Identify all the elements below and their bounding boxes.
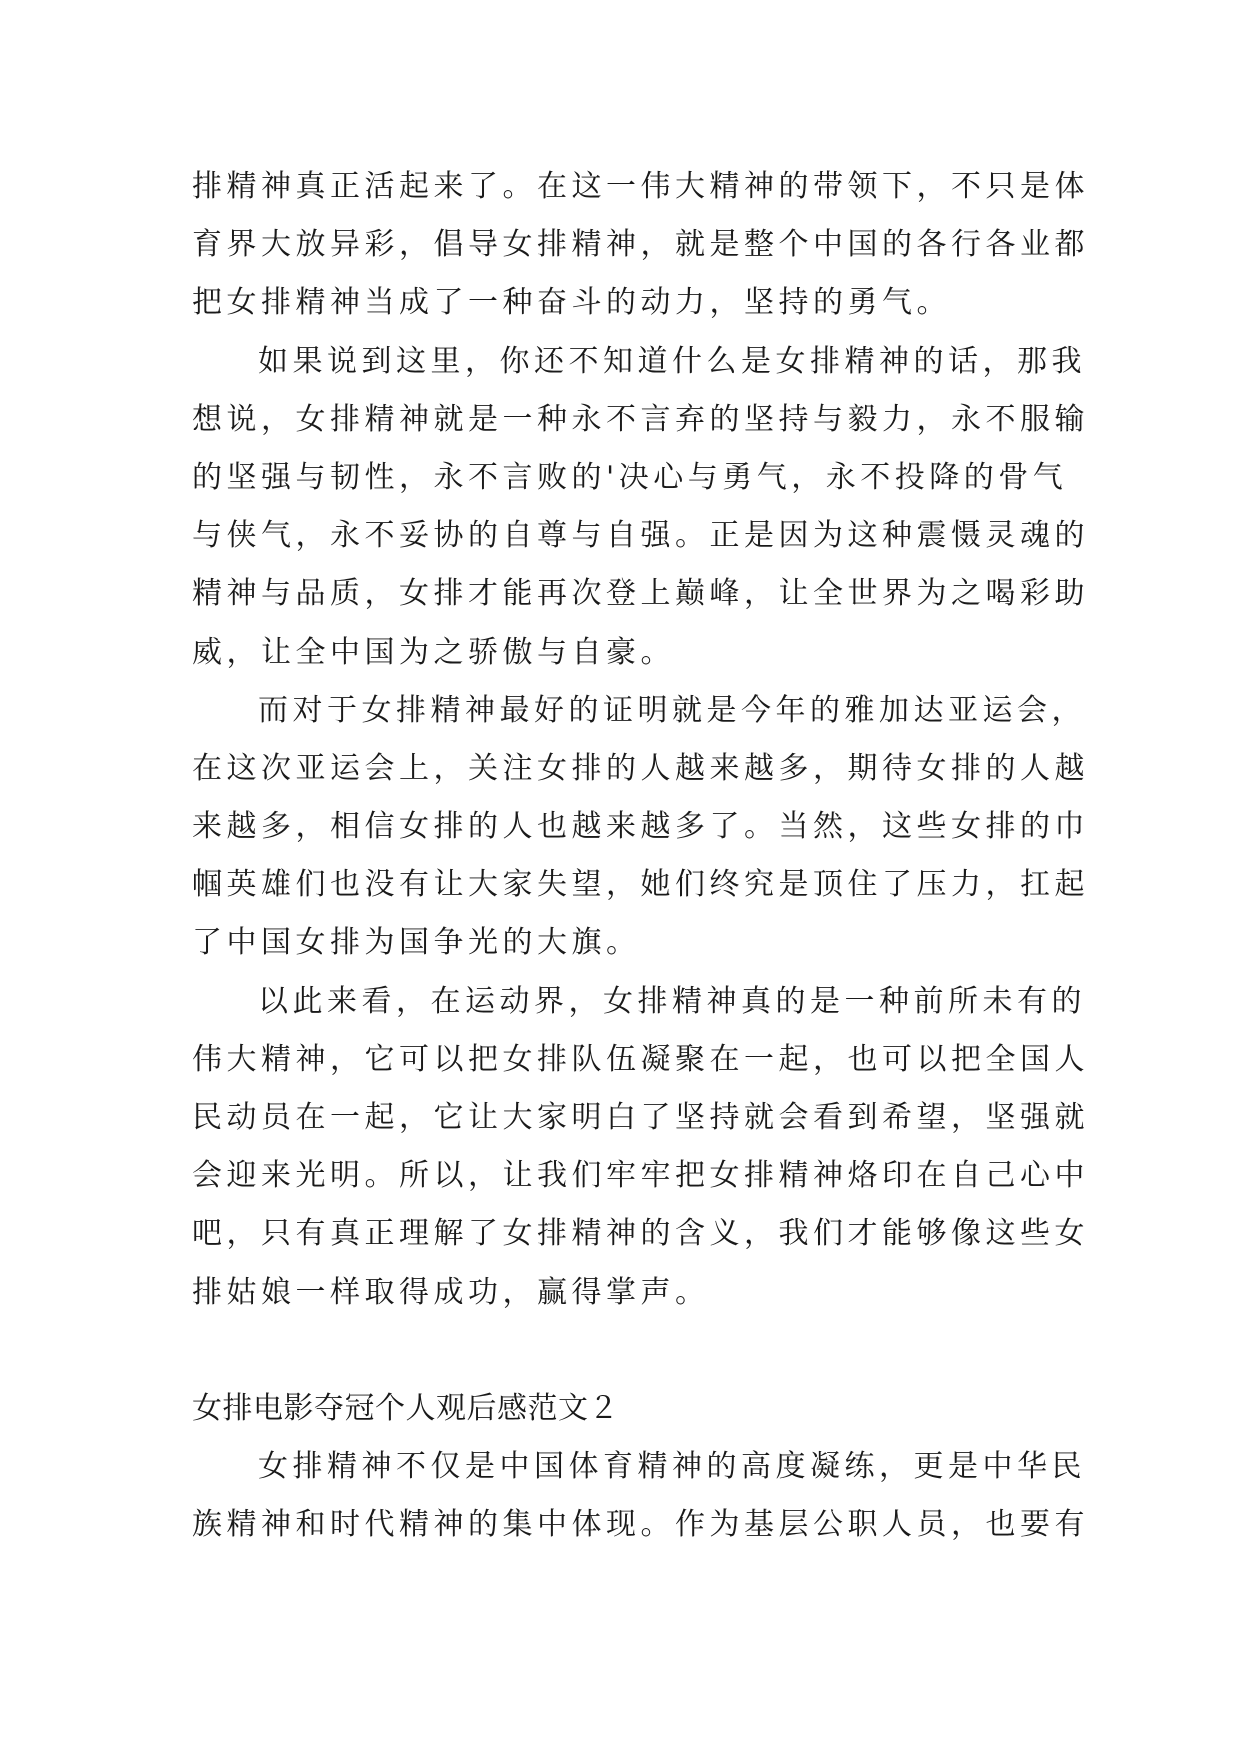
section-heading: 女排电影夺冠个人观后感范文２ xyxy=(192,1390,619,1426)
text-line: 如果说到这里，你还不知道什么是女排精神的话，那我 xyxy=(258,343,1086,379)
paragraph-1 xyxy=(192,158,1089,333)
document-page xyxy=(192,158,1089,1554)
text-line: 与侠气，永不妥协的自尊与自强。正是因为这种震慑灵魂的 xyxy=(192,518,1089,554)
text-line: 威，让全中国为之骄傲与自豪。 xyxy=(192,634,675,670)
text-line: 女排精神不仅是中国体育精神的高度凝练，更是中华民 xyxy=(258,1448,1086,1484)
text-line: 的坚强与韧性，永不言败的'决心与勇气，永不投降的骨气 xyxy=(192,459,1068,495)
text-line: 把女排精神当成了一种奋斗的动力，坚持的勇气。 xyxy=(192,285,951,321)
paragraph-4 xyxy=(192,973,1089,1322)
text-line: 会迎来光明。所以，让我们牢牢把女排精神烙印在自己心中 xyxy=(192,1158,1089,1194)
text-line: 以此来看，在运动界，女排精神真的是一种前所未有的 xyxy=(258,983,1086,1019)
text-line: 了中国女排为国争光的大旗。 xyxy=(192,925,641,961)
paragraph-3 xyxy=(192,682,1089,973)
text-line: 来越多，相信女排的人也越来越多了。当然，这些女排的巾 xyxy=(192,809,1089,845)
text-line: 民动员在一起，它让大家明白了坚持就会看到希望，坚强就 xyxy=(192,1100,1089,1135)
text-line: 育界大放异彩，倡导女排精神，就是整个中国的各行各业都 xyxy=(192,227,1089,263)
text-line: 而对于女排精神最好的证明就是今年的雅加达亚运会， xyxy=(258,692,1086,728)
paragraph-2 xyxy=(192,333,1089,682)
text-line: 族精神和时代精神的集中体现。作为基层公职人员，也要有 xyxy=(192,1507,1089,1543)
text-line: 帼英雄们也没有让大家失望，她们终究是顶住了压力，扛起 xyxy=(192,867,1089,903)
text-line: 在这次亚运会上，关注女排的人越来越多，期待女排的人越 xyxy=(192,750,1089,786)
text-line: 伟大精神，它可以把女排队伍凝聚在一起，也可以把全国人 xyxy=(192,1041,1089,1077)
text-line: 想说，女排精神就是一种永不言弃的坚持与毅力，永不服输 xyxy=(192,401,1089,437)
text-line: 吧，只有真正理解了女排精神的含义，我们才能够像这些女 xyxy=(192,1216,1089,1252)
text-line: 排精神真正活起来了。在这一伟大精神的带领下，不只是体 xyxy=(192,169,1089,204)
text-line: 精神与品质，女排才能再次登上巅峰，让全世界为之喝彩助 xyxy=(192,576,1089,612)
text-line: 排姑娘一样取得成功，赢得掌声。 xyxy=(192,1274,710,1310)
section-spacer xyxy=(192,1322,1060,1380)
paragraph-5 xyxy=(192,1438,1089,1554)
